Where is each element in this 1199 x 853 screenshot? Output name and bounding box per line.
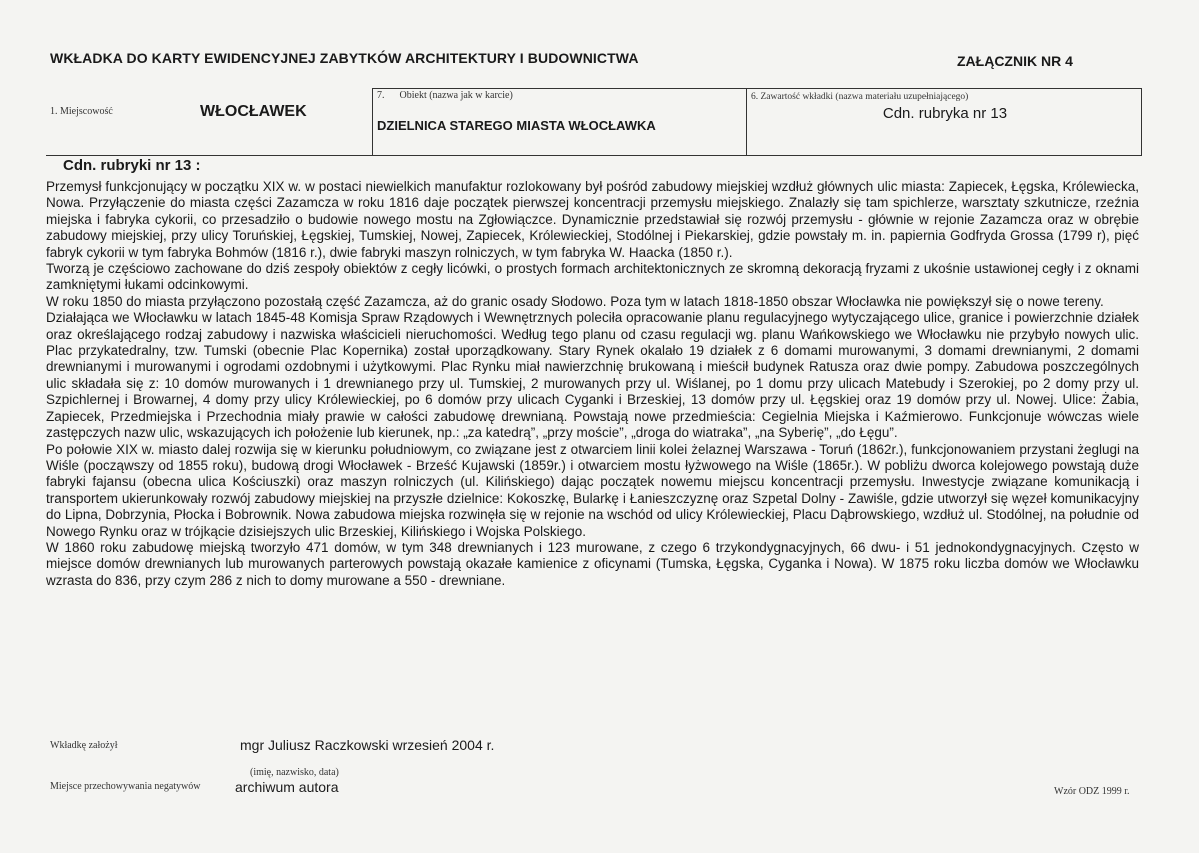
section-title: Cdn. rubryki nr 13 : xyxy=(63,157,201,174)
object-label: 7. Obiekt (nazwa jak w karcie) xyxy=(377,90,513,101)
author-label: Wkładkę założył xyxy=(50,740,118,751)
table-bottom-border xyxy=(46,155,1142,156)
object-value: DZIELNICA STAREGO MIASTA WŁOCŁAWKA xyxy=(377,118,656,133)
paragraph: Tworzą je częściowo zachowane do dziś zespoły obiektów z cegły licówki, o prostych formach architektonicznych ze skromną dekoracją fryzami z ukośnie ustawionej cegły i z oknami zamkniętymi łukami odcinkowymi. xyxy=(46,261,1139,293)
table-top-border xyxy=(372,88,1142,89)
form-model-label: Wzór ODZ 1999 r. xyxy=(1054,786,1130,797)
paragraph: Przemysł funkcjonujący w początku XIX w. w postaci niewielkich manufaktur rozlokowany był pośród zabudowy miejskiej wzdłuż głównych ulic miasta: Zapiecek, Łęgska, Królewiecka, Nowa. Przyłączenie do miasta części Zazamcza w roku 1816 daje początek pierwszej koncentracji przemysłu miejskiego. Znalazły się tam spichlerze, warsztaty szkutnicze, rzeźnia miejska i fabryka cykorii, co przesadziło o budowie nowego mostu na Zgłowiączce. Dynamicznie przedstawiał się rozwój przemysłu - głównie w rejonie Zazamcza oraz w obrębie zabudowy miejskiej, przy ulicy Toruńskiej, Łęgskiej, Tumskiej, Nowej, Zapiecek, Królewieckiej, Stodólnej i Piekarskiej, gdzie powstały m. in. papiernia Godfryda Grossa (1799 r), pięć fabryk cykorii w tym fabryka Bohmów (1816 r.), dwie fabryki maszyn rolniczych, w tym fabryka W. Haacka (1850 r.). xyxy=(46,179,1139,260)
content-label: 6. Zawartość wkładki (nazwa materiału uzupełniającego) xyxy=(751,92,969,102)
content-value: Cdn. rubryka nr 13 xyxy=(882,105,1008,122)
table-divider-1 xyxy=(372,88,373,156)
author-value: mgr Juliusz Raczkowski wrzesień 2004 r. xyxy=(240,737,495,753)
document-title: WKŁADKA DO KARTY EWIDENCYJNEJ ZABYTKÓW ARCHITEKTURY I BUDOWNICTWA xyxy=(50,50,639,66)
paragraph: Po połowie XIX w. miasto dalej rozwija się w kierunku południowym, co związane jest z otwarciem linii kolei żelaznej Warszawa - Toruń (1862r.), funkcjonowaniem przystani żeglugi na Wiśle (począwszy od 1855 roku), budową drogi Włocławek - Brześć Kujawski (1859r.) i otwarciem mostu łyżwowego na Wiśle (1865r.). W pobliżu dworca kolejowego powstają duże fabryki fajansu (obecna ulica Kościuszki) oraz maszyn rolniczych (ul. Kilińskiego) dając początek nowemu miejscu koncentracji przemysłu. Inwestycje związane komunikacją i transportem ukierunkowały rozwój zabudowy miejskiej na przyszłe dzielnice: Kokoszkę, Bularkę i Łanieszczyznę oraz Szpetal Dolny - Zawiśle, gdzie utworzył się węzeł komunikacyjny do Lipna, Dobrzynia, Płocka i Bobrownik. Nowa zabudowa miejska rozwinęła się w rejonie na wschód od ulicy Królewieckiej, Placu Dąbrowskiego, wzdłuż ul. Stodólnej, na południe od Nowego Rynku oraz w trójkącie dzisiejszych ulic Brzeskiej, Kilińskiego i Wojska Polskiego. xyxy=(46,441,1139,539)
section-body xyxy=(46,179,1139,589)
paragraph: W roku 1850 do miasta przyłączono pozostałą część Zazamcza, aż do granic osady Słodowo. Poza tym w latach 1818-1850 obszar Włocławka nie powiększył się o nowe tereny. xyxy=(46,293,1104,309)
locality-label: 1. Miejscowość xyxy=(50,106,113,117)
author-hint: (imię, nazwisko, data) xyxy=(250,767,339,778)
storage-label: Miejsce przechowywania negatywów xyxy=(50,781,201,792)
table-right-border xyxy=(1141,88,1142,156)
table-divider-2 xyxy=(746,88,747,156)
annex-number: ZAŁĄCZNIK NR 4 xyxy=(957,53,1073,69)
paragraph: Działająca we Włocławku w latach 1845-48 Komisja Spraw Rządowych i Wewnętrznych poleciła opracowanie planu regulacyjnego wytyczającego ulice, granice i powierzchnie działek oraz określającego rodzaj zabudowy i nazwiska właścicieli nieruchomości. Według tego planu od czasu regulacji wg. planu Wańkowskiego we Włocławku nie przybyło nowych ulic. Plac przykatedralny, tzw. Tumski (obecnie Plac Kopernika) został uporządkowany. Stary Rynek okalało 19 działek z 6 domami murowanymi, 3 domami drewnianymi, 2 domami drewnianymi i murowanymi i ogrodami ozdobnymi i użytkowymi. Plac Rynku miał nawierzchnię brukowaną i mieścił budynek Ratusza oraz dwie pompy. Zabudowa poszczególnych ulic składała się z: 10 domów murowanych i 1 drewnianego przy ul. Tumskiej, 2 murowanych przy ul. Wiślanej, po 1 domu przy ulicach Matebudy i Szerokiej, po 2 domy przy ul. Szpichlernej i Browarnej, 4 domy przy ulicy Królewieckiej, po 6 domów przy ulicach Cyganki i Brzeskiej, 13 domów przy ul. Łęgskiej oraz 19 domów przy ul. Nowej. Ulice: Żabia, Zapiecek, Przedmiejska i Przechodnia miały prawie w całości zabudowę drewnianą. Powstają nowe przedmieścia: Cegielnia Miejska i Kaźmierowo. Funkcjonuje wówczas wiele zastępczych nazw ulic, wskazujących ich położenie lub kierunek, np.: „za katedrą”, „przy moście”, „droga do wiatraka”, „na Syberię”, „do Łęgu”. xyxy=(46,310,1139,441)
paragraph: W 1860 roku zabudowę miejską tworzyło 471 domów, w tym 348 drewnianych i 123 murowane, z czego 6 trzykondygnacyjnych, 66 dwu- i 51 jednokondygnacyjnych. Często w miejsce domów drewnianych lub murowanych parterowych powstają okazałe kamienice z oficynami (Tumska, Łęgska, Cyganka i Nowa). W 1875 roku liczba domów we Włocławku wzrasta do 836, przy czym 286 z nich to domy murowane a 550 - drewniane. xyxy=(46,539,1139,588)
locality-value: WŁOCŁAWEK xyxy=(200,103,307,120)
storage-value: archiwum autora xyxy=(235,779,339,795)
